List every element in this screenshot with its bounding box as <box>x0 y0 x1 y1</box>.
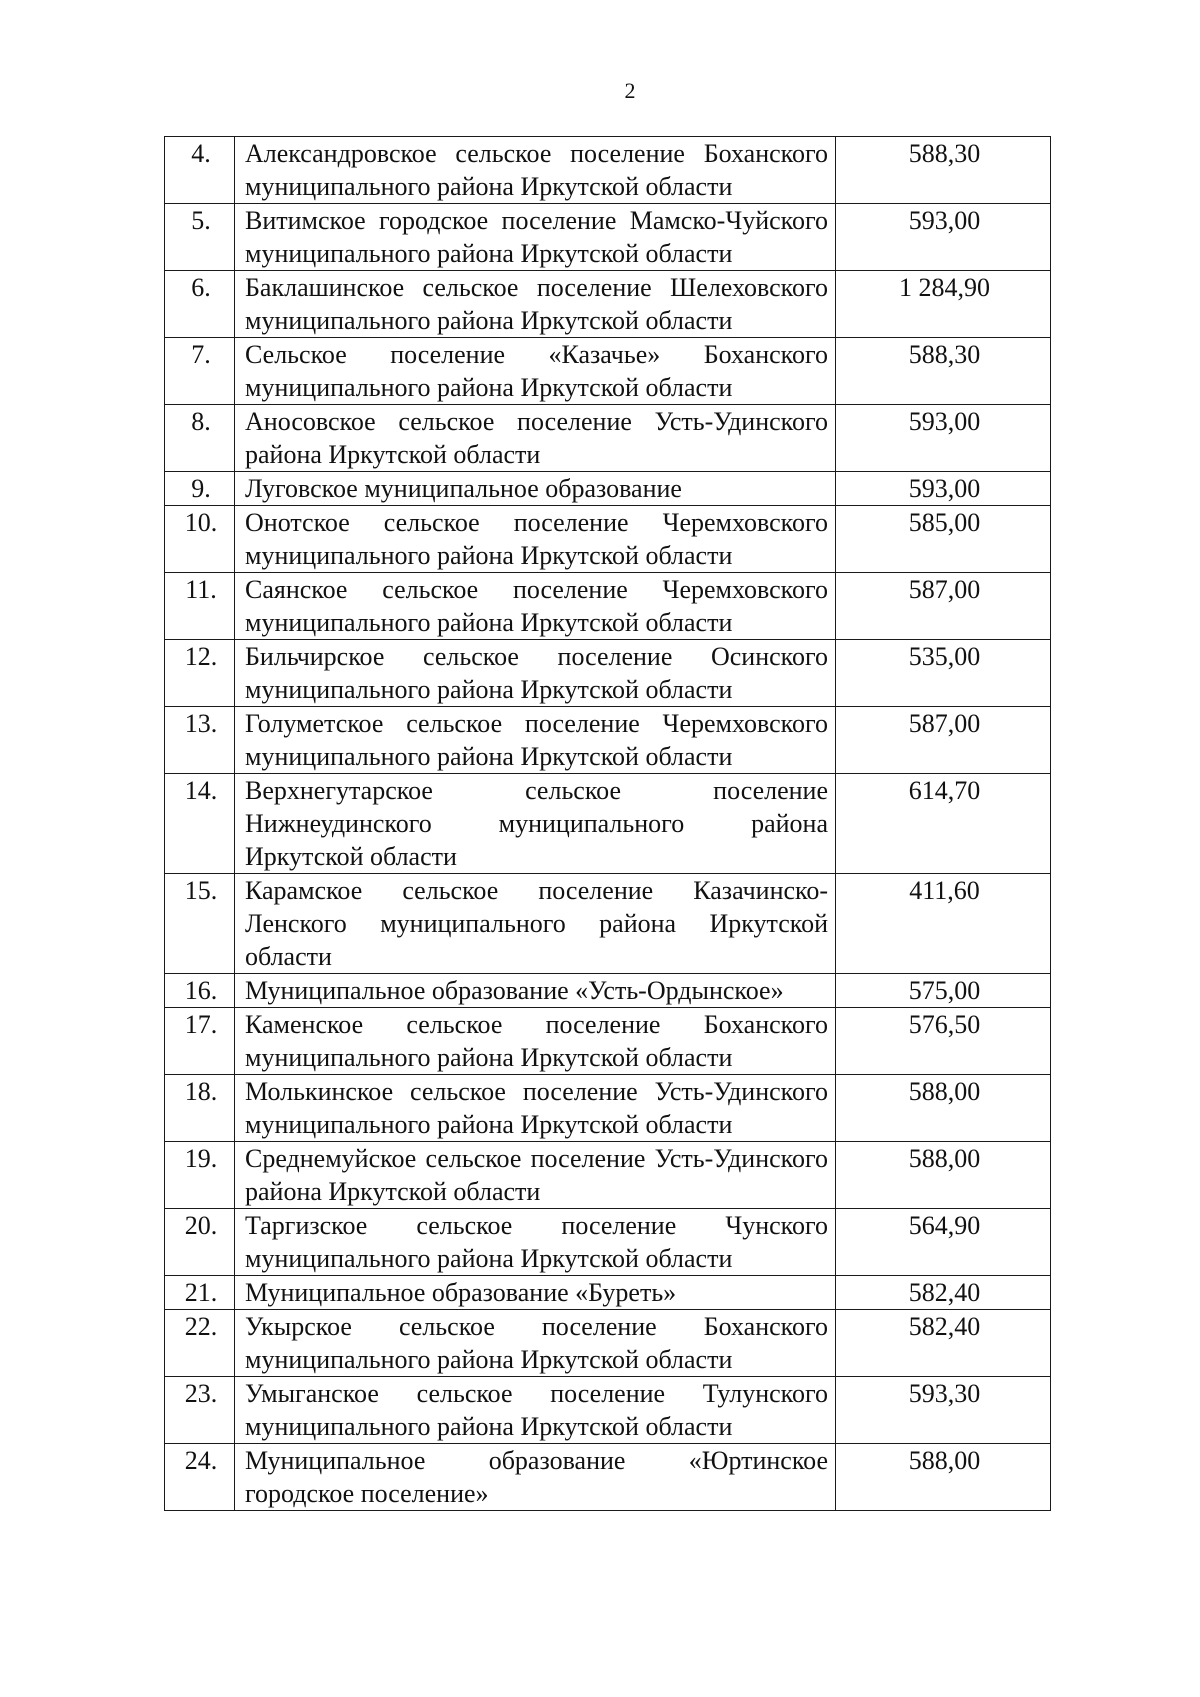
amount-value: 535,00 <box>836 640 1051 707</box>
amount-value: 593,00 <box>836 204 1051 271</box>
table-row <box>165 1142 1051 1209</box>
row-number: 20. <box>165 1209 235 1276</box>
table-row <box>165 1276 1051 1310</box>
settlement-name: Луговское муниципальное образование <box>235 472 836 506</box>
table-row <box>165 472 1051 506</box>
row-number: 13. <box>165 707 235 774</box>
row-number: 24. <box>165 1444 235 1511</box>
row-number: 16. <box>165 974 235 1008</box>
row-number: 6. <box>165 271 235 338</box>
table-row <box>165 137 1051 204</box>
settlement-name: Баклашинское сельское поселение Шелеховского муниципального района Иркутской области <box>235 271 836 338</box>
settlement-name: Молькинское сельское поселение Усть-Удинского муниципального района Иркутской области <box>235 1075 836 1142</box>
table-row <box>165 573 1051 640</box>
settlement-name: Таргизское сельское поселение Чунского муниципального района Иркутской области <box>235 1209 836 1276</box>
row-number: 14. <box>165 774 235 874</box>
settlement-name: Витимское городское поселение Мамско-Чуйского муниципального района Иркутской области <box>235 204 836 271</box>
row-number: 4. <box>165 137 235 204</box>
row-number: 5. <box>165 204 235 271</box>
settlement-name: Муниципальное образование «Усть-Ордынское» <box>235 974 836 1008</box>
table-row <box>165 506 1051 573</box>
row-number: 12. <box>165 640 235 707</box>
table-row <box>165 1310 1051 1377</box>
table-row <box>165 1209 1051 1276</box>
table-row <box>165 974 1051 1008</box>
row-number: 21. <box>165 1276 235 1310</box>
settlement-name: Карамское сельское поселение Казачинско-Ленского муниципального района Иркутской области <box>235 874 836 974</box>
settlement-name: Укырское сельское поселение Боханского муниципального района Иркутской области <box>235 1310 836 1377</box>
settlement-name: Сельское поселение «Казачье» Боханского муниципального района Иркутской области <box>235 338 836 405</box>
table-row <box>165 1075 1051 1142</box>
settlement-name: Муниципальное образование «Буреть» <box>235 1276 836 1310</box>
page-number: 2 <box>624 78 636 103</box>
row-number: 22. <box>165 1310 235 1377</box>
settlement-name: Верхнегутарское сельское поселение Нижнеудинского муниципального района Иркутской области <box>235 774 836 874</box>
table-row <box>165 1444 1051 1511</box>
amount-value: 593,00 <box>836 405 1051 472</box>
amount-value: 582,40 <box>836 1310 1051 1377</box>
row-number: 11. <box>165 573 235 640</box>
amount-value: 576,50 <box>836 1008 1051 1075</box>
amount-value: 588,00 <box>836 1075 1051 1142</box>
settlement-name: Муниципальное образование «Юртинское городское поселение» <box>235 1444 836 1511</box>
amount-value: 587,00 <box>836 573 1051 640</box>
row-number: 7. <box>165 338 235 405</box>
row-number: 10. <box>165 506 235 573</box>
table-row <box>165 204 1051 271</box>
settlement-name: Голуметское сельское поселение Черемховского муниципального района Иркутской области <box>235 707 836 774</box>
row-number: 23. <box>165 1377 235 1444</box>
amount-value: 582,40 <box>836 1276 1051 1310</box>
table-body <box>165 137 1051 1511</box>
amount-value: 564,90 <box>836 1209 1051 1276</box>
settlement-name: Аносовское сельское поселение Усть-Удинского района Иркутской области <box>235 405 836 472</box>
table-row <box>165 405 1051 472</box>
row-number: 15. <box>165 874 235 974</box>
row-number: 17. <box>165 1008 235 1075</box>
amount-value: 593,30 <box>836 1377 1051 1444</box>
table-row <box>165 640 1051 707</box>
settlement-name: Каменское сельское поселение Боханского муниципального района Иркутской области <box>235 1008 836 1075</box>
settlement-name: Александровское сельское поселение Боханского муниципального района Иркутской области <box>235 137 836 204</box>
row-number: 9. <box>165 472 235 506</box>
row-number: 18. <box>165 1075 235 1142</box>
table-row <box>165 1008 1051 1075</box>
table-row <box>165 774 1051 874</box>
table-row <box>165 271 1051 338</box>
settlement-name: Среднемуйское сельское поселение Усть-Удинского района Иркутской области <box>235 1142 836 1209</box>
settlements-table <box>164 136 1051 1511</box>
settlement-name: Умыганское сельское поселение Тулунского муниципального района Иркутской области <box>235 1377 836 1444</box>
settlement-name: Саянское сельское поселение Черемховского муниципального района Иркутской области <box>235 573 836 640</box>
row-number: 8. <box>165 405 235 472</box>
amount-value: 588,00 <box>836 1444 1051 1511</box>
amount-value: 593,00 <box>836 472 1051 506</box>
settlement-name: Онотское сельское поселение Черемховского муниципального района Иркутской области <box>235 506 836 573</box>
amount-value: 585,00 <box>836 506 1051 573</box>
amount-value: 575,00 <box>836 974 1051 1008</box>
settlement-name: Бильчирское сельское поселение Осинского муниципального района Иркутской области <box>235 640 836 707</box>
amount-value: 588,30 <box>836 137 1051 204</box>
amount-value: 614,70 <box>836 774 1051 874</box>
table-row <box>165 338 1051 405</box>
amount-value: 588,30 <box>836 338 1051 405</box>
amount-value: 1 284,90 <box>836 271 1051 338</box>
table-row <box>165 707 1051 774</box>
amount-value: 587,00 <box>836 707 1051 774</box>
table-row <box>165 1377 1051 1444</box>
row-number: 19. <box>165 1142 235 1209</box>
amount-value: 411,60 <box>836 874 1051 974</box>
amount-value: 588,00 <box>836 1142 1051 1209</box>
table-row <box>165 874 1051 974</box>
